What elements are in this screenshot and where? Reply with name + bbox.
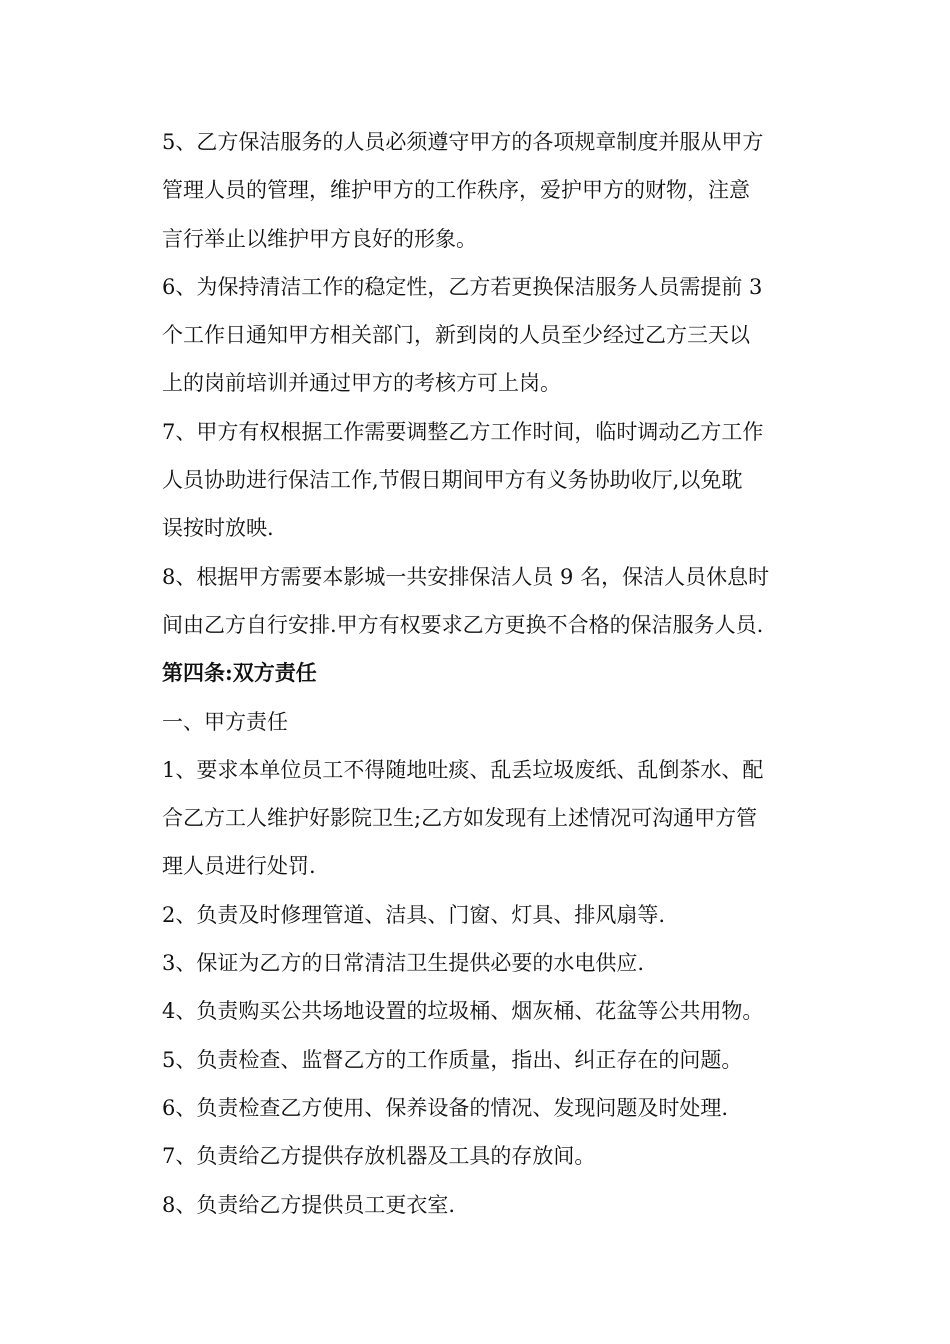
paragraph-line: 个工作日通知甲方相关部门，新到岗的人员至少经过乙方三天以	[162, 323, 750, 348]
paragraph-line: 7、甲方有权根据工作需要调整乙方工作时间，临时调动乙方工作	[162, 419, 764, 444]
paragraph-line: 理人员进行处罚.	[162, 854, 316, 879]
paragraph-line: 3、保证为乙方的日常清洁卫生提供必要的水电供应.	[162, 951, 645, 976]
paragraph-line: 8、负责给乙方提供员工更衣室.	[162, 1192, 456, 1217]
paragraph-line: 6、负责检查乙方使用、保养设备的情况、发现问题及时处理.	[162, 1095, 729, 1120]
paragraph-line: 管理人员的管理，维护甲方的工作秩序，爱护甲方的财物，注意	[162, 178, 750, 203]
paragraph-line: 5、负责检查、监督乙方的工作质量，指出、纠正存在的问题。	[162, 1047, 743, 1072]
paragraph-line: 人员协助进行保洁工作,节假日期间甲方有义务协助收厅,以免耽	[162, 468, 743, 493]
paragraph-line: 2、负责及时修理管道、洁具、门窗、灯具、排风扇等.	[162, 902, 666, 927]
paragraph-line: 合乙方工人维护好影院卫生;乙方如发现有上述情况可沟通甲方管	[162, 806, 758, 831]
paragraph-line: 上的岗前培训并通过甲方的考核方可上岗。	[162, 371, 561, 396]
paragraph-line: 言行举止以维护甲方良好的形象。	[162, 226, 477, 251]
paragraph-line: 4、负责购买公共场地设置的垃圾桶、烟灰桶、花盆等公共用物。	[162, 999, 764, 1024]
paragraph-line: 6、为保持清洁工作的稳定性，乙方若更换保洁服务人员需提前 3	[162, 274, 763, 299]
paragraph-line: 8、根据甲方需要本影城一共安排保洁人员 9 名，保洁人员休息时	[162, 564, 770, 589]
section-heading: 第四条:双方责任	[162, 660, 317, 686]
paragraph-line: 误按时放映.	[162, 516, 274, 541]
paragraph-line: 间由乙方自行安排.甲方有权要求乙方更换不合格的保洁服务人员.	[162, 612, 764, 637]
paragraph-line: 5、乙方保洁服务的人员必须遵守甲方的各项规章制度并服从甲方	[162, 130, 764, 154]
document-body	[162, 118, 822, 1229]
paragraph-line: 7、负责给乙方提供存放机器及工具的存放间。	[162, 1144, 596, 1169]
subsection-heading: 一、甲方责任	[162, 709, 288, 734]
paragraph-line: 1、要求本单位员工不得随地吐痰、乱丢垃圾废纸、乱倒茶水、配	[162, 757, 764, 782]
